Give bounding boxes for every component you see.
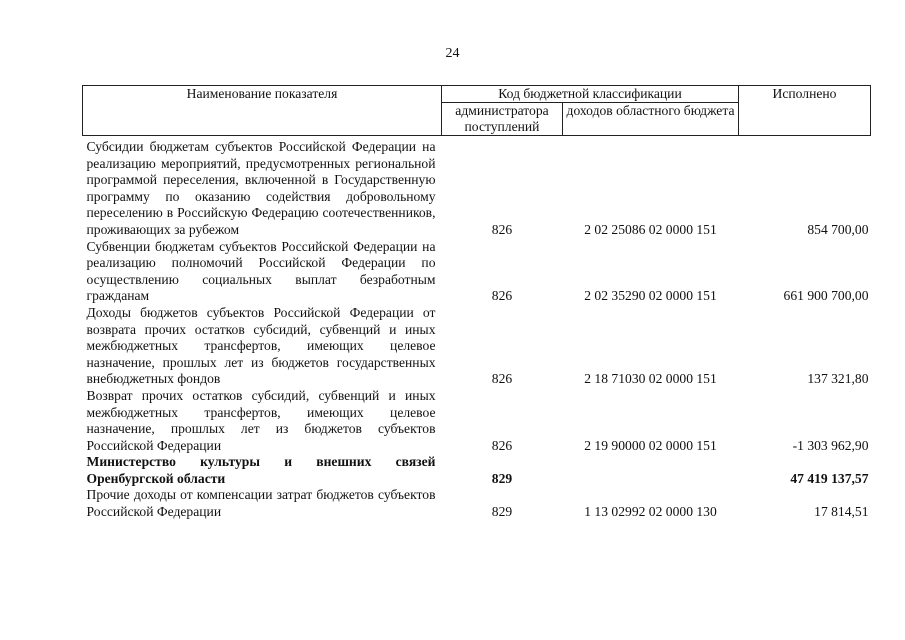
row-admin-code: 829 (491, 504, 513, 520)
budget-table (82, 85, 871, 521)
header-income: доходов областного бюджета (563, 103, 739, 136)
header-name: Наименование показателя (83, 86, 442, 136)
row-name: Возврат прочих остатков субсидий, субвенций и иных межбюджетных трансфертов, имеющих целевое назначение, прошлых лет из бюджетов субъектов Российской Федерации (86, 387, 436, 453)
row-income-code: 2 19 90000 02 0000 151 (584, 437, 717, 453)
row-admin-code: 826 (491, 371, 513, 387)
row-amount: 47 419 137,57 (790, 470, 869, 486)
table-row (83, 136, 871, 239)
row-name: Министерство культуры и внешних связей Оренбургской области (86, 454, 436, 486)
row-income-code: 2 02 25086 02 0000 151 (584, 221, 717, 237)
row-amount: 137 321,80 (807, 371, 869, 387)
row-admin-code: 826 (491, 288, 513, 304)
row-amount: 854 700,00 (807, 221, 869, 237)
row-income-code: 1 13 02992 02 0000 130 (584, 504, 717, 520)
table-row (83, 388, 871, 454)
row-name: Субсидии бюджетам субъектов Российской Федерации на реализацию мероприятий, предусмотренных региональной программой переселения, включенной в Государственную программу по оказанию содействия добровольному переселению в Российскую Федерацию соотечественников, проживающих за рубежом (86, 139, 436, 237)
page-number: 24 (445, 46, 460, 61)
row-amount: 661 900 700,00 (783, 288, 869, 304)
header-executed: Исполнено (739, 86, 871, 136)
table-body (83, 136, 871, 521)
row-name: Прочие доходы от компенсации затрат бюджетов субъектов Российской Федерации (86, 487, 436, 520)
row-name: Доходы бюджетов субъектов Российской Федерации от возврата прочих остатков субсидий, субвенций и иных межбюджетных трансфертов, имеющих целевое назначение, прошлых лет из бюджетов государственных внебюджетных фондов (86, 304, 436, 387)
header-code-group: Код бюджетной классификации (442, 86, 739, 103)
row-name: Субвенции бюджетам субъектов Российской Федерации на реализацию полномочий Российской Федерации по осуществлению социальных выплат безработным гражданам (86, 238, 436, 304)
table-row (83, 487, 871, 520)
row-admin-code: 826 (491, 437, 513, 453)
row-amount: 17 814,51 (814, 504, 869, 520)
table-row (83, 239, 871, 305)
table-row (83, 305, 871, 388)
row-amount: -1 303 962,90 (792, 437, 869, 453)
row-admin-code: 829 (491, 470, 513, 486)
header-admin: администратора поступлений (442, 103, 563, 136)
row-income-code: 2 02 35290 02 0000 151 (584, 288, 717, 304)
row-income-code (563, 454, 739, 487)
row-admin-code: 826 (491, 221, 513, 237)
table-row (83, 454, 871, 487)
row-income-code: 2 18 71030 02 0000 151 (584, 371, 717, 387)
